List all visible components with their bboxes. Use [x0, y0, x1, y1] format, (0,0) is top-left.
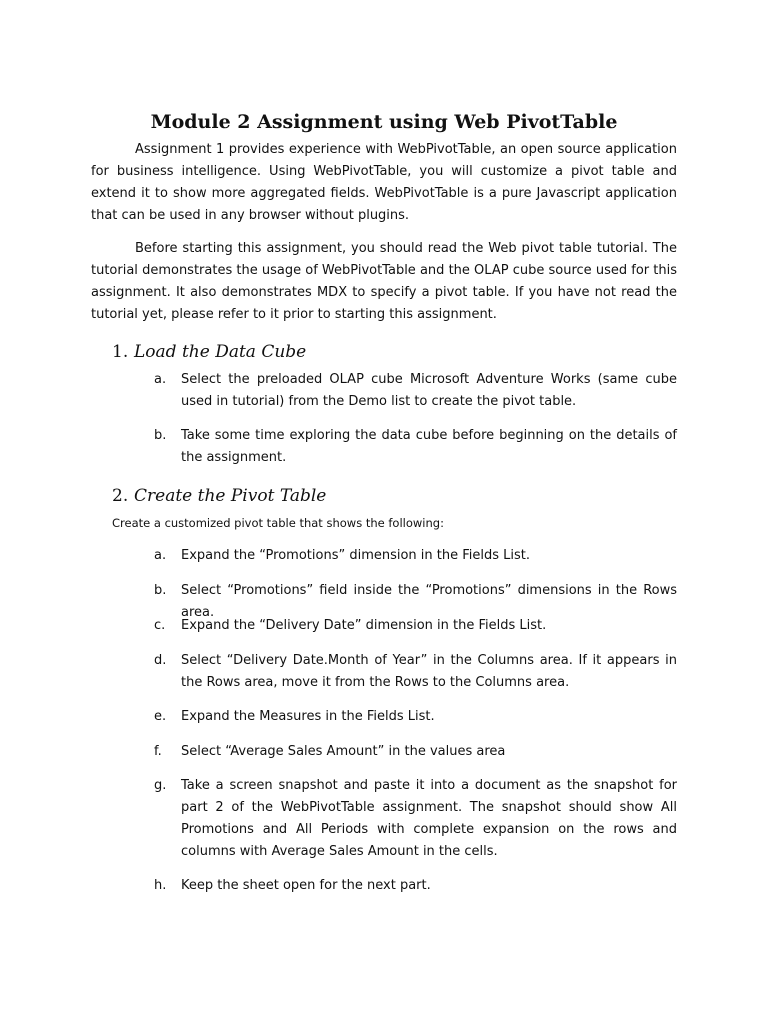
list-marker: d.	[154, 653, 167, 668]
list-item	[154, 875, 677, 897]
section-1-number: 1.	[112, 342, 129, 362]
section-2-number: 2.	[112, 486, 129, 506]
list-text: Keep the sheet open for the next part.	[181, 878, 431, 893]
list-item	[154, 369, 677, 413]
list-item	[154, 615, 677, 637]
section-1-title: Load the Data Cube	[134, 342, 307, 362]
list-marker: e.	[154, 709, 167, 724]
list-text: Expand the “Delivery Date” dimension in the Fields List.	[181, 618, 547, 633]
section-2-title: Create the Pivot Table	[134, 486, 327, 506]
list-text: Select the preloaded OLAP cube Microsoft Adventure Works (same cube used in tutorial) from the Demo list to create the pivot table.	[181, 372, 677, 409]
prerequisite-paragraph: Before starting this assignment, you should read the Web pivot table tutorial. The tutorial demonstrates the usage of WebPivotTable and the OLAP cube source used for this assignment. It also demonstrates MDX to specify a pivot table. If you have not read the tutorial yet, please refer to it prior to starting this assignment.	[91, 241, 677, 322]
list-marker: g.	[154, 778, 167, 793]
list-item	[154, 545, 677, 567]
list-item	[154, 425, 677, 469]
section-2-heading	[112, 484, 326, 508]
intro-paragraph: Assignment 1 provides experience with WebPivotTable, an open source application for business intelligence. Using WebPivotTable, you will customize a pivot table and extend it to show more aggregated fields. WebPivotTable is a pure Javascript application that can be used in any browser without plugins.	[91, 142, 677, 223]
list-text: Select “Average Sales Amount” in the values area	[181, 744, 506, 759]
list-marker: h.	[154, 878, 167, 893]
section-2-intro: Create a customized pivot table that shows the following:	[112, 516, 444, 530]
list-text: Take a screen snapshot and paste it into a document as the snapshot for part 2 of the WebPivotTable assignment. The snapshot should show All Promotions and All Periods with complete expansion on the rows and columns with Average Sales Amount in the cells.	[181, 778, 677, 859]
list-item	[154, 741, 677, 763]
list-marker: b.	[154, 583, 167, 598]
list-marker: c.	[154, 618, 166, 633]
list-text: Expand the Measures in the Fields List.	[181, 709, 435, 724]
list-marker: a.	[154, 372, 167, 387]
list-marker: f.	[154, 744, 162, 759]
list-item	[154, 775, 677, 863]
page-title: Module 2 Assignment using Web PivotTable	[150, 111, 618, 133]
list-marker: a.	[154, 548, 167, 563]
section-1-heading	[112, 340, 306, 364]
list-text: Expand the “Promotions” dimension in the Fields List.	[181, 548, 531, 563]
list-text: Select “Delivery Date.Month of Year” in the Columns area. If it appears in the Rows area, move it from the Rows to the Columns area.	[181, 653, 677, 690]
list-text: Select “Promotions” field inside the “Promotions” dimensions in the Rows area.	[181, 583, 677, 620]
list-text: Take some time exploring the data cube before beginning on the details of the assignment.	[181, 428, 677, 465]
list-item	[154, 706, 677, 728]
list-marker: b.	[154, 428, 167, 443]
list-item	[154, 650, 677, 694]
